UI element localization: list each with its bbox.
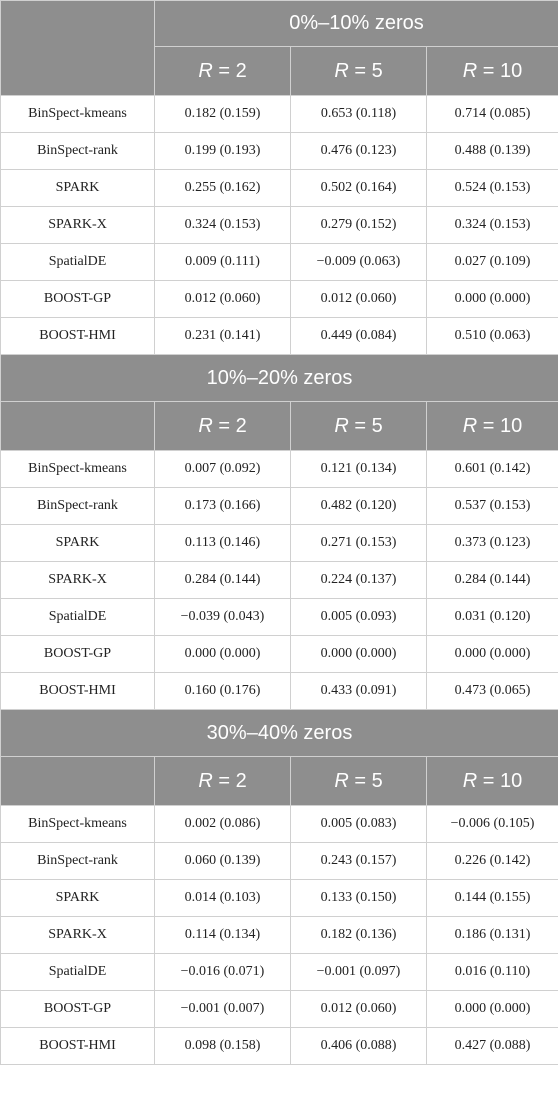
table-row	[1, 244, 558, 281]
value-cell: 0.324 (0.153)	[155, 207, 291, 244]
value-cell: 0.601 (0.142)	[427, 451, 558, 488]
value-cell: 0.000 (0.000)	[155, 636, 291, 673]
value-cell: 0.284 (0.144)	[427, 562, 558, 599]
table-row	[1, 917, 558, 954]
value-cell: 0.231 (0.141)	[155, 318, 291, 355]
value-cell: 0.279 (0.152)	[291, 207, 427, 244]
value-cell: 0.160 (0.176)	[155, 673, 291, 710]
value-cell: 0.653 (0.118)	[291, 96, 427, 133]
value-cell: 0.133 (0.150)	[291, 880, 427, 917]
r-column-header	[291, 402, 427, 451]
method-name: BinSpect-kmeans	[1, 806, 155, 843]
value-cell: 0.173 (0.166)	[155, 488, 291, 525]
value-cell: 0.502 (0.164)	[291, 170, 427, 207]
value-cell: 0.005 (0.083)	[291, 806, 427, 843]
method-name: BinSpect-kmeans	[1, 96, 155, 133]
table-row	[1, 281, 558, 318]
value-cell: 0.014 (0.103)	[155, 880, 291, 917]
r-value: = 5	[354, 59, 383, 82]
value-cell: 0.182 (0.136)	[291, 917, 427, 954]
value-cell: 0.406 (0.088)	[291, 1028, 427, 1065]
value-cell: 0.012 (0.060)	[291, 281, 427, 318]
method-name: BinSpect-kmeans	[1, 451, 155, 488]
section-title: 30%–40% zeros	[1, 710, 558, 757]
value-cell: 0.524 (0.153)	[427, 170, 558, 207]
value-cell: 0.186 (0.131)	[427, 917, 558, 954]
value-cell: 0.005 (0.093)	[291, 599, 427, 636]
method-name: SpatialDE	[1, 244, 155, 281]
value-cell: 0.224 (0.137)	[291, 562, 427, 599]
table-row	[1, 954, 558, 991]
section-header-row	[1, 355, 558, 402]
value-cell: 0.373 (0.123)	[427, 525, 558, 562]
value-cell: 0.000 (0.000)	[427, 281, 558, 318]
table-row	[1, 562, 558, 599]
r-variable: R	[334, 769, 349, 792]
r-variable: R	[462, 769, 478, 792]
table-row	[1, 843, 558, 880]
corner-cell	[1, 757, 155, 806]
r-column-header	[291, 47, 427, 96]
value-cell: 0.243 (0.157)	[291, 843, 427, 880]
r-variable: R	[334, 59, 349, 82]
r-variable: R	[198, 59, 213, 82]
value-cell: 0.027 (0.109)	[427, 244, 558, 281]
value-cell: 0.482 (0.120)	[291, 488, 427, 525]
method-name: SPARK	[1, 170, 155, 207]
value-cell: 0.000 (0.000)	[427, 991, 558, 1028]
table-row	[1, 318, 558, 355]
value-cell: −0.009 (0.063)	[291, 244, 427, 281]
table-row	[1, 599, 558, 636]
method-name: SPARK-X	[1, 917, 155, 954]
r-value: = 10	[482, 769, 523, 792]
r-value: = 2	[218, 414, 247, 437]
r-value: = 5	[354, 769, 383, 792]
value-cell: 0.114 (0.134)	[155, 917, 291, 954]
table-row	[1, 96, 558, 133]
r-value: = 5	[354, 414, 383, 437]
method-name: BOOST-GP	[1, 281, 155, 318]
value-cell: 0.098 (0.158)	[155, 1028, 291, 1065]
table-row	[1, 170, 558, 207]
value-cell: 0.182 (0.159)	[155, 96, 291, 133]
r-value: = 10	[482, 59, 523, 82]
value-cell: 0.002 (0.086)	[155, 806, 291, 843]
method-name: BOOST-HMI	[1, 318, 155, 355]
value-cell: 0.473 (0.065)	[427, 673, 558, 710]
value-cell: 0.000 (0.000)	[427, 636, 558, 673]
value-cell: 0.012 (0.060)	[155, 281, 291, 318]
section-title: 0%–10% zeros	[155, 1, 558, 47]
method-name: SPARK-X	[1, 562, 155, 599]
method-name: SpatialDE	[1, 599, 155, 636]
value-cell: 0.009 (0.111)	[155, 244, 291, 281]
table-row	[1, 488, 558, 525]
value-cell: 0.284 (0.144)	[155, 562, 291, 599]
method-name: BinSpect-rank	[1, 488, 155, 525]
method-name: BOOST-GP	[1, 636, 155, 673]
value-cell: 0.060 (0.139)	[155, 843, 291, 880]
value-cell: 0.031 (0.120)	[427, 599, 558, 636]
r-variable: R	[462, 414, 478, 437]
r-variable: R	[198, 769, 213, 792]
table-row	[1, 1028, 558, 1065]
r-value: = 2	[218, 769, 247, 792]
method-name: BinSpect-rank	[1, 133, 155, 170]
r-value: = 10	[482, 414, 523, 437]
method-name: BOOST-HMI	[1, 673, 155, 710]
table-row	[1, 525, 558, 562]
r-column-header	[155, 47, 291, 96]
value-cell: 0.271 (0.153)	[291, 525, 427, 562]
value-cell: 0.255 (0.162)	[155, 170, 291, 207]
section-header-row	[1, 710, 558, 757]
value-cell: 0.226 (0.142)	[427, 843, 558, 880]
corner-cell	[1, 1, 155, 96]
table-row	[1, 880, 558, 917]
table-row	[1, 636, 558, 673]
value-cell: 0.121 (0.134)	[291, 451, 427, 488]
value-cell: 0.714 (0.085)	[427, 96, 558, 133]
table-row	[1, 133, 558, 170]
method-name: BOOST-GP	[1, 991, 155, 1028]
method-name: SPARK	[1, 525, 155, 562]
r-column-header	[155, 402, 291, 451]
value-cell: 0.510 (0.063)	[427, 318, 558, 355]
value-cell: −0.039 (0.043)	[155, 599, 291, 636]
r-variable: R	[462, 59, 478, 82]
method-name: SpatialDE	[1, 954, 155, 991]
value-cell: 0.113 (0.146)	[155, 525, 291, 562]
value-cell: 0.007 (0.092)	[155, 451, 291, 488]
value-cell: 0.012 (0.060)	[291, 991, 427, 1028]
value-cell: −0.001 (0.007)	[155, 991, 291, 1028]
table-row	[1, 207, 558, 244]
method-name: BinSpect-rank	[1, 843, 155, 880]
r-column-header	[427, 757, 558, 806]
r-column-header	[155, 757, 291, 806]
method-name: SPARK	[1, 880, 155, 917]
table-row	[1, 991, 558, 1028]
value-cell: 0.144 (0.155)	[427, 880, 558, 917]
value-cell: 0.000 (0.000)	[291, 636, 427, 673]
r-column-header	[427, 47, 558, 96]
corner-cell	[1, 402, 155, 451]
table-body	[1, 1, 558, 1065]
r-column-header	[291, 757, 427, 806]
method-name: SPARK-X	[1, 207, 155, 244]
table-row	[1, 673, 558, 710]
r-variable: R	[334, 414, 349, 437]
value-cell: 0.324 (0.153)	[427, 207, 558, 244]
value-cell: 0.449 (0.084)	[291, 318, 427, 355]
value-cell: 0.488 (0.139)	[427, 133, 558, 170]
value-cell: 0.199 (0.193)	[155, 133, 291, 170]
table-row	[1, 451, 558, 488]
method-name: BOOST-HMI	[1, 1028, 155, 1065]
r-header-row	[1, 757, 558, 806]
value-cell: 0.016 (0.110)	[427, 954, 558, 991]
section-title: 10%–20% zeros	[1, 355, 558, 402]
value-cell: 0.427 (0.088)	[427, 1028, 558, 1065]
value-cell: −0.006 (0.105)	[427, 806, 558, 843]
r-variable: R	[198, 414, 213, 437]
value-cell: 0.433 (0.091)	[291, 673, 427, 710]
value-cell: 0.537 (0.153)	[427, 488, 558, 525]
section-header-row	[1, 1, 558, 47]
r-column-header	[427, 402, 558, 451]
r-header-row	[1, 402, 558, 451]
r-value: = 2	[218, 59, 247, 82]
table-row	[1, 806, 558, 843]
value-cell: −0.001 (0.097)	[291, 954, 427, 991]
value-cell: −0.016 (0.071)	[155, 954, 291, 991]
value-cell: 0.476 (0.123)	[291, 133, 427, 170]
